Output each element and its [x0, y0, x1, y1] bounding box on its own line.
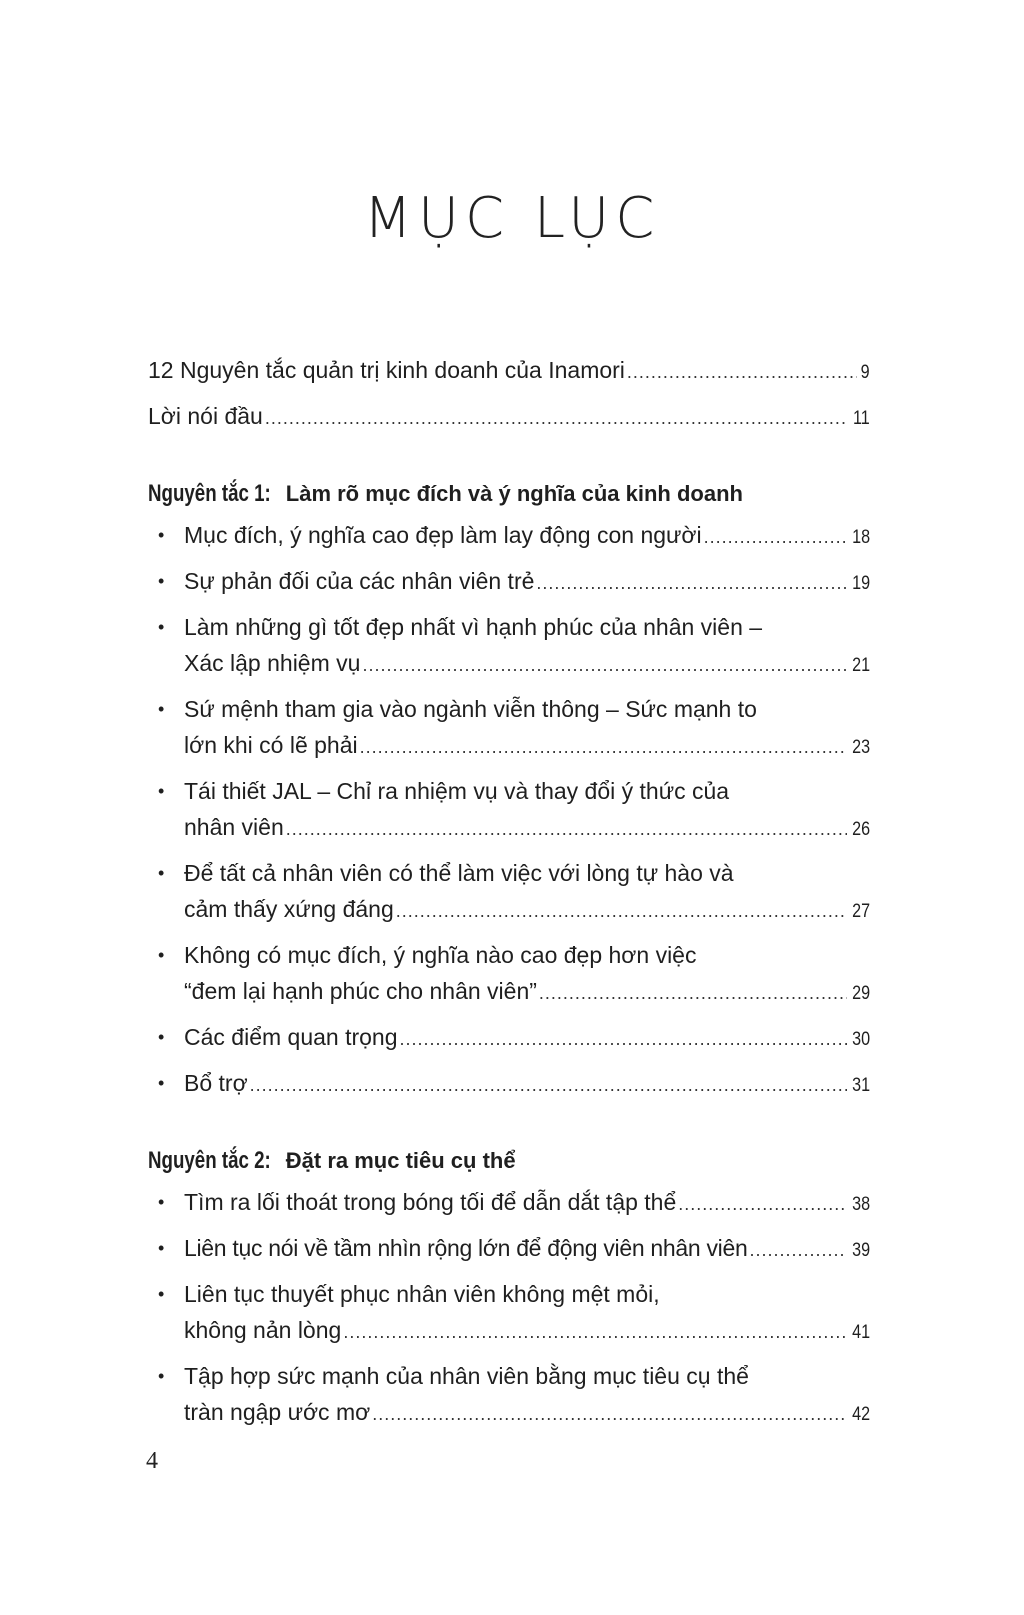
toc-section-principle-2	[148, 1142, 870, 1433]
toc-entry-first-line: Tập hợp sức mạnh của nhân viên bằng mục tiêu cụ thể	[184, 1363, 749, 1389]
toc-page-number: 19	[852, 573, 870, 594]
dot-leader	[536, 565, 846, 601]
toc-entry-text: Mục đích, ý nghĩa cao đẹp làm lay động con người	[184, 522, 702, 548]
section-title: Làm rõ mục đích và ý nghĩa của kinh doanh	[285, 481, 743, 506]
toc-page-number: 21	[852, 655, 870, 676]
bullet-icon: •	[158, 781, 165, 801]
toc-entry-text: 12 Nguyên tắc quản trị kinh doanh của Inamori	[148, 357, 625, 383]
toc-entry-foreword[interactable]	[148, 398, 870, 437]
bullet-icon: •	[158, 699, 165, 719]
table-of-contents	[148, 352, 870, 1440]
front-matter	[148, 352, 870, 437]
toc-page-number: 38	[852, 1194, 870, 1215]
dot-leader	[265, 400, 848, 436]
toc-entry-first-line: Để tất cả nhân viên có thể làm việc với lòng tự hào và	[184, 860, 734, 886]
bullet-icon: •	[158, 617, 165, 637]
section-label: Nguyên tắc 1:	[148, 480, 271, 507]
dot-leader	[400, 1021, 847, 1057]
dot-leader	[360, 729, 847, 765]
dot-leader	[372, 1396, 847, 1432]
toc-page-number: 26	[852, 819, 870, 840]
toc-entry-text: Sự phản đối của các nhân viên trẻ	[184, 568, 535, 594]
toc-item[interactable]	[148, 1358, 870, 1433]
section-heading[interactable]	[148, 1142, 870, 1179]
toc-item[interactable]	[148, 773, 870, 848]
toc-entry-text: cảm thấy xứng đáng	[184, 896, 394, 922]
toc-item[interactable]	[148, 1276, 870, 1351]
toc-page-number: 18	[852, 527, 870, 548]
dot-leader	[286, 811, 847, 847]
toc-entry-first-line: Làm những gì tốt đẹp nhất vì hạnh phúc của nhân viên –	[184, 614, 763, 640]
toc-item[interactable]	[148, 609, 870, 684]
toc-entry-text: tràn ngập ước mơ	[184, 1399, 371, 1425]
toc-item[interactable]	[148, 1230, 870, 1269]
toc-entry-text: Lời nói đầu	[148, 403, 263, 429]
section-heading[interactable]	[148, 475, 870, 512]
bullet-icon: •	[158, 945, 165, 965]
toc-entry-first-line: Liên tục thuyết phục nhân viên không mệt mỏi,	[184, 1281, 660, 1307]
dot-leader	[250, 1067, 847, 1103]
bullet-icon: •	[158, 1238, 165, 1258]
bullet-icon: •	[158, 863, 165, 883]
section-title: Đặt ra mục tiêu cụ thể	[285, 1148, 516, 1173]
bullet-icon: •	[158, 1366, 165, 1386]
toc-item[interactable]	[148, 517, 870, 556]
page-title: MỤC LỤC	[363, 185, 661, 251]
bullet-icon: •	[158, 1073, 165, 1093]
toc-entry-text: Các điểm quan trọng	[184, 1024, 398, 1050]
toc-entry-text: Tìm ra lối thoát trong bóng tối để dẫn dắt tập thể	[184, 1189, 677, 1215]
toc-entry-principles[interactable]	[148, 352, 870, 391]
toc-page-number: 30	[852, 1029, 870, 1050]
toc-item[interactable]	[148, 691, 870, 766]
dot-leader	[539, 975, 847, 1011]
toc-entry-text: nhân viên	[184, 814, 284, 840]
toc-page-number: 9	[861, 362, 870, 383]
bullet-icon: •	[158, 571, 165, 591]
toc-page-number: 23	[852, 737, 870, 758]
dot-leader	[362, 647, 846, 683]
toc-entry-text: “đem lại hạnh phúc cho nhân viên”	[184, 978, 537, 1004]
dot-leader	[627, 354, 858, 390]
section-label: Nguyên tắc 2:	[148, 1147, 271, 1174]
bullet-icon: •	[158, 1284, 165, 1304]
toc-entry-text: không nản lòng	[184, 1317, 342, 1343]
toc-entry-first-line: Không có mục đích, ý nghĩa nào cao đẹp hơn việc	[184, 942, 697, 968]
bullet-icon: •	[158, 1192, 165, 1212]
dot-leader	[343, 1314, 847, 1350]
toc-page-number: 42	[852, 1404, 870, 1425]
toc-item[interactable]	[148, 855, 870, 930]
dot-leader	[396, 893, 847, 929]
toc-entry-first-line: Sứ mệnh tham gia vào ngành viễn thông – Sức mạnh to	[184, 696, 757, 722]
toc-page-number: 27	[852, 901, 870, 922]
bullet-icon: •	[158, 1027, 165, 1047]
toc-entry-text: Xác lập nhiệm vụ	[184, 650, 361, 676]
toc-item[interactable]	[148, 1019, 870, 1058]
toc-item[interactable]	[148, 937, 870, 1012]
bullet-icon: •	[158, 525, 165, 545]
toc-page-number: 39	[852, 1240, 870, 1261]
dot-leader	[704, 519, 847, 555]
toc-entry-text: lớn khi có lẽ phải	[184, 732, 358, 758]
page-number: 4	[146, 1448, 158, 1474]
toc-item[interactable]	[148, 1184, 870, 1223]
toc-page-number: 11	[853, 408, 870, 429]
toc-entry-text: Liên tục nói về tầm nhìn rộng lớn để động viên nhân viên	[184, 1235, 748, 1261]
toc-entry-first-line: Tái thiết JAL – Chỉ ra nhiệm vụ và thay đổi ý thức của	[184, 778, 730, 804]
toc-page-number: 31	[852, 1075, 870, 1096]
toc-page-number: 41	[852, 1322, 870, 1343]
dot-leader	[678, 1186, 847, 1222]
dot-leader	[749, 1232, 846, 1268]
toc-page-number: 29	[852, 983, 870, 1004]
toc-item[interactable]	[148, 1065, 870, 1104]
toc-item[interactable]	[148, 563, 870, 602]
toc-entry-text: Bổ trợ	[184, 1070, 248, 1096]
toc-section-principle-1	[148, 475, 870, 1104]
